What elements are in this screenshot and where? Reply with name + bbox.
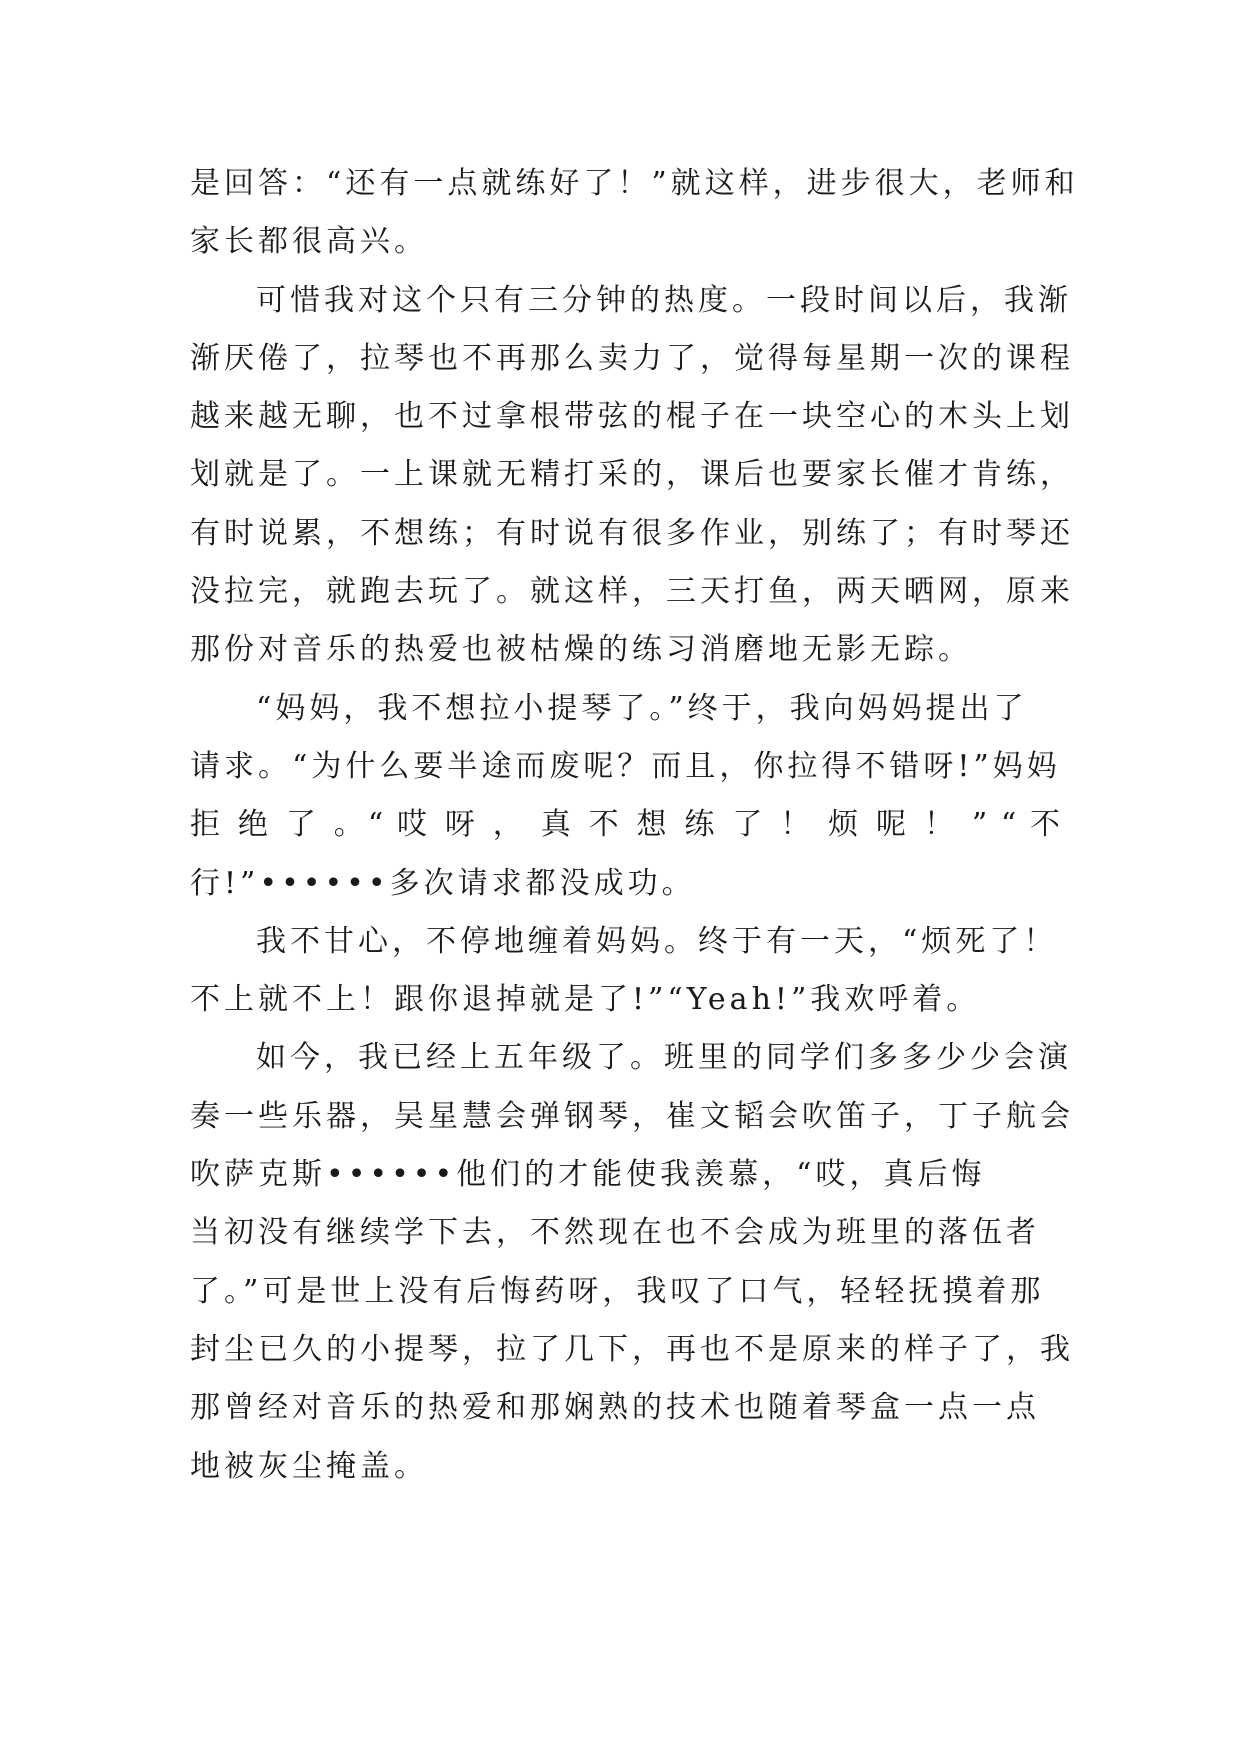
text-line: 那份对音乐的热爱也被枯燥的练习消磨地无影无踪。 xyxy=(190,632,972,668)
essay-body xyxy=(190,155,1079,1496)
text-line: 家长都很高兴。 xyxy=(190,224,428,260)
paragraph-first-line: “妈妈，我不想拉小提琴了。”终于，我向妈妈提出了 xyxy=(256,690,1028,726)
text-line: 行!”••••••多次请求都没成功。 xyxy=(190,865,696,901)
text-line: 封尘已久的小提琴，拉了几下，再也不是原来的样子了，我 xyxy=(190,1331,1074,1367)
paragraph-first-line: 可惜我对这个只有三分钟的热度。一段时间以后，我渐 xyxy=(256,282,1072,318)
text-line: 有时说累，不想练；有时说有很多作业，别练了；有时琴还 xyxy=(190,515,1074,551)
paragraph-first-line: 我不甘心，不停地缠着妈妈。终于有一天，“烦死了！ xyxy=(256,923,1058,959)
text-line: 是回答：“还有一点就练好了！”就这样，进步很大，老师和 xyxy=(190,166,1079,201)
text-line: 了。”可是世上没有后悔药呀，我叹了口气，轻轻抚摸着那 xyxy=(190,1273,1045,1309)
text-line: 吹萨克斯••••••他们的才能使我羡慕，“哎，真后悔 xyxy=(190,1157,986,1193)
text-line-spaced: 拒 绝 了 。“ 哎 呀 ， 真 不 想 练 了 ！ 烦 呢 ！ ” “ 不 xyxy=(190,807,1060,843)
text-line: 当初没有继续学下去，不然现在也不会成为班里的落伍者 xyxy=(190,1215,1040,1251)
text-line: 越来越无聊，也不过拿根带弦的棍子在一块空心的木头上划 xyxy=(190,399,1074,435)
text-line: 没拉完，就跑去玩了。就这样，三天打鱼，两天晒网，原来 xyxy=(190,574,1074,610)
text-line: 奏一些乐器，吴星慧会弹钢琴，崔文韬会吹笛子，丁子航会 xyxy=(190,1098,1074,1134)
text-line: 那曾经对音乐的热爱和那娴熟的技术也随着琴盒一点一点 xyxy=(190,1390,1040,1426)
text-line: 不上就不上！跟你退掉就是了!”“Yeah!”我欢呼着。 xyxy=(190,982,981,1018)
text-line: 渐厌倦了，拉琴也不再那么卖力了，觉得每星期一次的课程 xyxy=(190,340,1074,376)
paragraph-first-line: 如今，我已经上五年级了。班里的同学们多多少少会演 xyxy=(256,1040,1072,1076)
text-line: 地被灰尘掩盖。 xyxy=(190,1448,428,1484)
text-line: 划就是了。一上课就无精打采的，课后也要家长催才肯练， xyxy=(190,457,1074,493)
text-line: 请求。“为什么要半途而废呢？而且，你拉得不错呀!”妈妈 xyxy=(190,748,1061,784)
